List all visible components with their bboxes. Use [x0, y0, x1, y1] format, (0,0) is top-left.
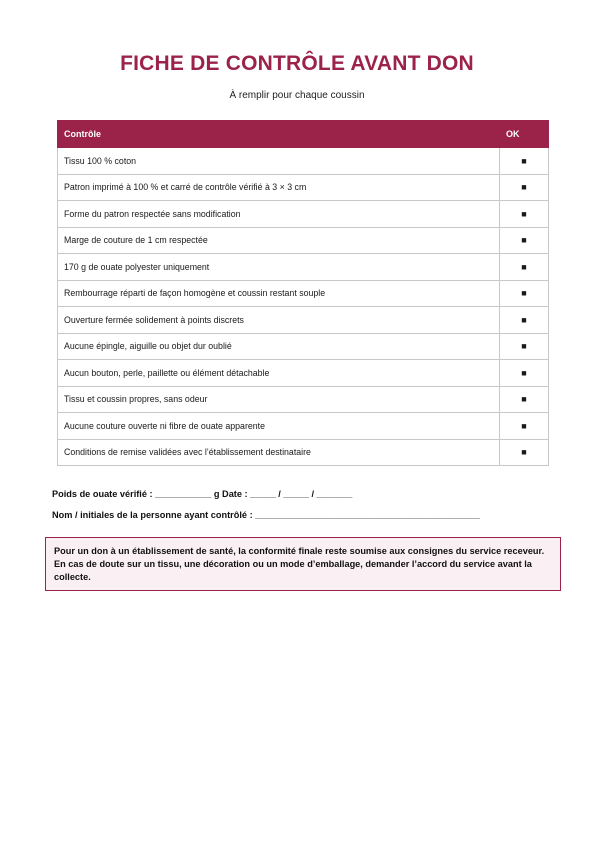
control-item-label: Forme du patron respectée sans modification — [58, 201, 500, 228]
notice-box — [45, 537, 561, 591]
page-subtitle: À remplir pour chaque coussin — [229, 90, 365, 101]
control-table — [57, 120, 549, 466]
control-item-label: Marge de couture de 1 cm respectée — [58, 227, 500, 254]
control-item-label: Aucune couture ouverte ni fibre de ouate apparente — [58, 413, 500, 440]
ok-checkbox-mark[interactable]: ■ — [500, 280, 549, 307]
table-header-row — [58, 121, 549, 148]
control-item-label: Patron imprimé à 100 % et carré de contrôle vérifié à 3 × 3 cm — [58, 174, 500, 201]
table-row — [58, 360, 549, 387]
ok-checkbox-mark[interactable]: ■ — [500, 333, 549, 360]
ok-checkbox-mark[interactable]: ■ — [500, 148, 549, 175]
ok-checkbox-mark[interactable]: ■ — [500, 386, 549, 413]
ok-checkbox-mark[interactable]: ■ — [500, 360, 549, 387]
control-item-label: Aucune épingle, aiguille ou objet dur oublié — [58, 333, 500, 360]
ok-checkbox-mark[interactable]: ■ — [500, 174, 549, 201]
ok-checkbox-mark[interactable]: ■ — [500, 227, 549, 254]
name-initials-field: Nom / initiales de la personne ayant contrôlé : ____________________________________________ — [52, 510, 481, 520]
page-title: FICHE DE CONTRÔLE AVANT DON — [120, 52, 474, 75]
weight-date-field: Poids de ouate vérifié : ___________ g Date : _____ / _____ / _______ — [52, 489, 353, 499]
control-item-label: Conditions de remise validées avec l’établissement destinataire — [58, 439, 500, 466]
column-header-control: Contrôle — [58, 121, 500, 148]
table-row — [58, 254, 549, 281]
control-item-label: Tissu et coussin propres, sans odeur — [58, 386, 500, 413]
table-row — [58, 386, 549, 413]
table-row — [58, 413, 549, 440]
table-row — [58, 227, 549, 254]
table-row — [58, 333, 549, 360]
control-item-label: 170 g de ouate polyester uniquement — [58, 254, 500, 281]
ok-checkbox-mark[interactable]: ■ — [500, 439, 549, 466]
control-item-label: Aucun bouton, perle, paillette ou élément détachable — [58, 360, 500, 387]
control-item-label: Tissu 100 % coton — [58, 148, 500, 175]
ok-checkbox-mark[interactable]: ■ — [500, 307, 549, 334]
table-row — [58, 280, 549, 307]
notice-text: Pour un don à un établissement de santé, la conformité finale reste soumise aux consignes du service receveur. En cas de doute sur un tissu, une décoration ou un mode d’emballage, demander l’accord du service avant la collecte. — [54, 546, 545, 582]
ok-checkbox-mark[interactable]: ■ — [500, 201, 549, 228]
control-item-label: Rembourrage réparti de façon homogène et coussin restant souple — [58, 280, 500, 307]
control-item-label: Ouverture fermée solidement à points discrets — [58, 307, 500, 334]
column-header-ok: OK — [500, 121, 549, 148]
table-row — [58, 439, 549, 466]
table-row — [58, 174, 549, 201]
table-row — [58, 307, 549, 334]
ok-checkbox-mark[interactable]: ■ — [500, 254, 549, 281]
table-row — [58, 201, 549, 228]
table-row — [58, 148, 549, 175]
ok-checkbox-mark[interactable]: ■ — [500, 413, 549, 440]
